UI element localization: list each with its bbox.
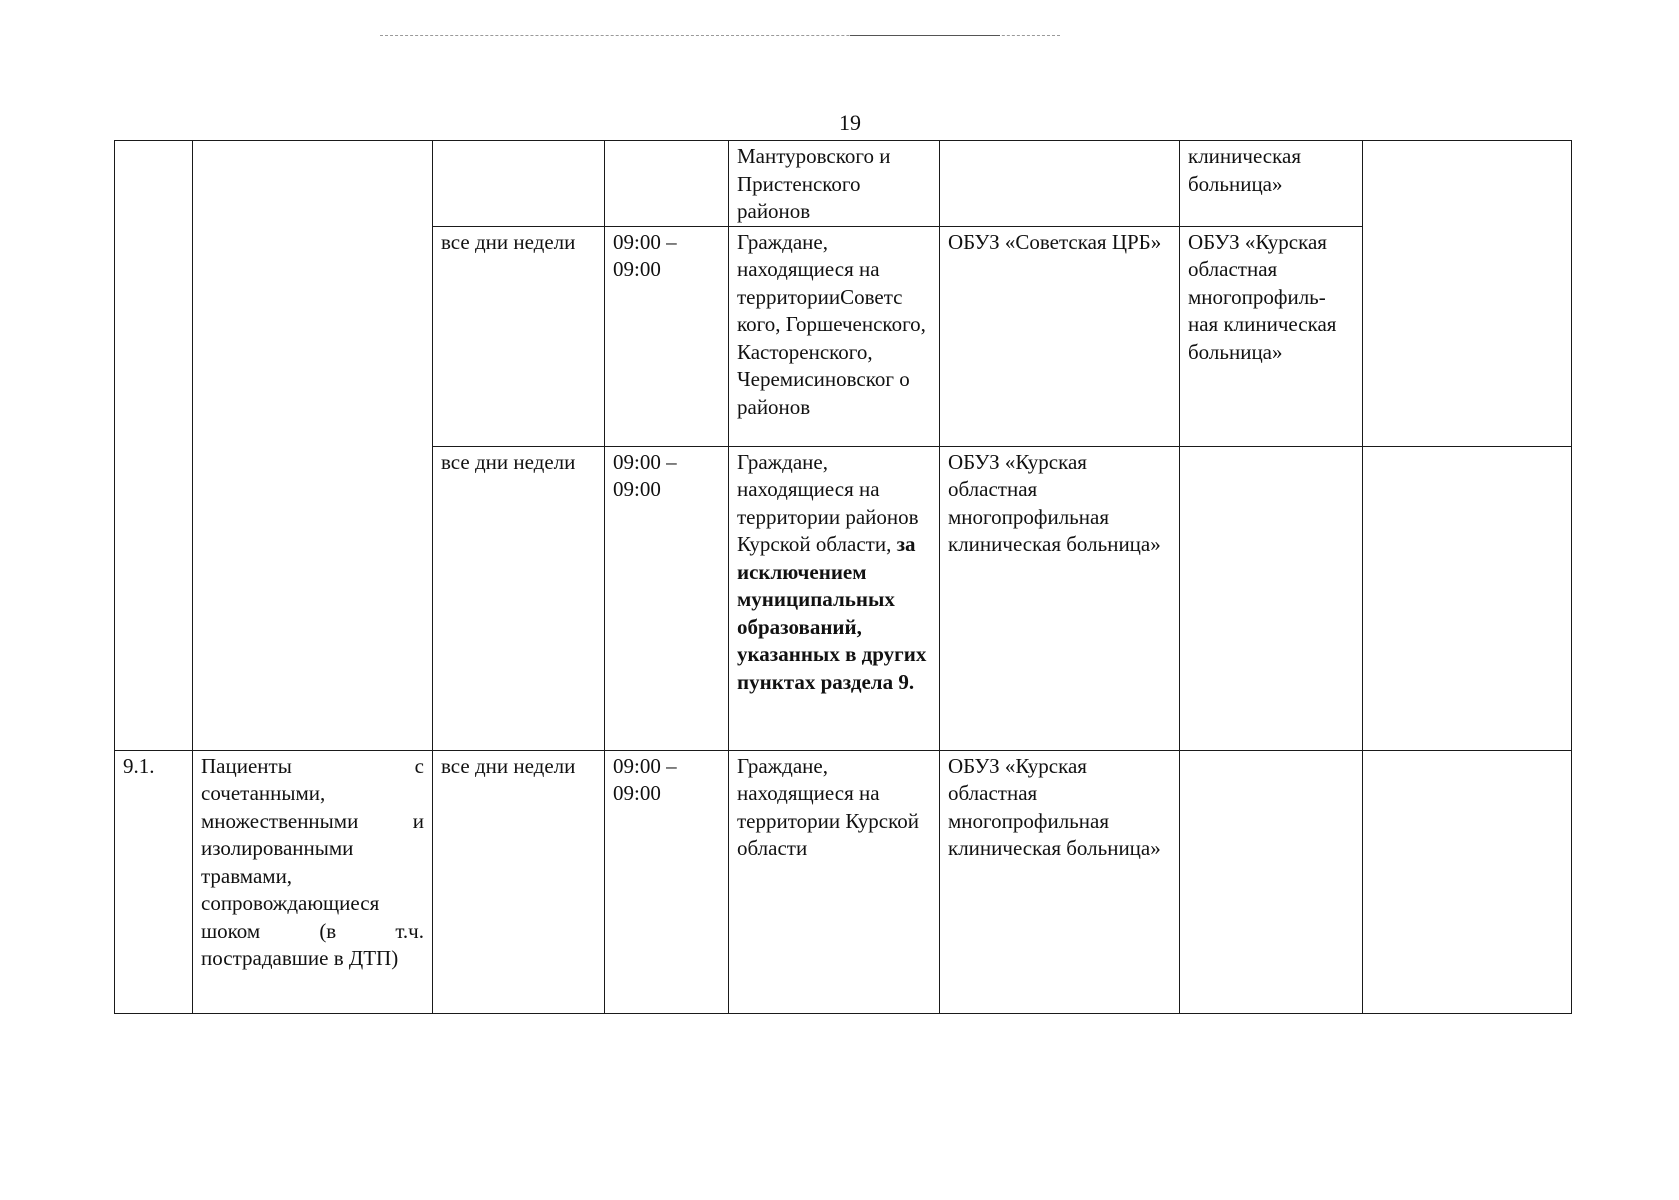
number-cell-empty <box>115 141 193 751</box>
citizens-cell <box>729 446 940 750</box>
number-cell: 9.1. <box>115 750 193 1013</box>
days-cell: все дни недели <box>433 226 605 446</box>
time-cell: 09:00 – 09:00 <box>605 226 729 446</box>
hospital-cell: ОБУЗ «Курская областная многопрофильная клиническая больница» <box>940 446 1180 750</box>
citizens-text-regular: Граждане, находящиеся на территории районов Курской области, <box>737 449 919 556</box>
citizens-cell: Граждане, находящиеся на территории Курской области <box>729 750 940 1013</box>
citizens-text-bold: за исключением муниципальных образований, указанных в других пунктах раздела 9. <box>737 532 927 694</box>
patients-cell-empty <box>193 141 433 751</box>
scan-artifact-line <box>380 35 1060 38</box>
hospital-cell: ОБУЗ «Советская ЦРБ» <box>940 226 1180 446</box>
notes-cell-empty <box>1363 446 1572 750</box>
days-cell: все дни недели <box>433 750 605 1013</box>
time-cell <box>605 141 729 227</box>
days-cell <box>433 141 605 227</box>
referral-cell: клиническая больница» <box>1180 141 1363 227</box>
patients-cell: Пациенты с сочетанными, множественными и изолированными травмами, сопровождающиеся шоком (в т.ч. пострадавшие в ДТП) <box>193 750 433 1013</box>
notes-cell-empty <box>1363 141 1572 447</box>
referral-cell <box>1180 446 1363 750</box>
hospital-cell <box>940 141 1180 227</box>
days-cell: все дни недели <box>433 446 605 750</box>
referral-cell <box>1180 750 1363 1013</box>
referral-cell: ОБУЗ «Курская областная многопрофиль- ная клиническая больница» <box>1180 226 1363 446</box>
citizens-cell: Граждане, находящиеся на территорииСоветс кого, Горшеченского, Касторенского, Черемисиновског о районов <box>729 226 940 446</box>
table-row <box>115 141 1572 227</box>
table-row <box>115 750 1572 1013</box>
time-cell: 09:00 – 09:00 <box>605 446 729 750</box>
page-number: 19 <box>839 110 861 135</box>
notes-cell-empty <box>1363 750 1572 1013</box>
time-cell: 09:00 – 09:00 <box>605 750 729 1013</box>
scan-artifact-solid-segment <box>850 35 1000 36</box>
citizens-cell: Мантуровского и Пристенского районов <box>729 141 940 227</box>
hospital-cell: ОБУЗ «Курская областная многопрофильная клиническая больница» <box>940 750 1180 1013</box>
routing-schedule-table <box>114 140 1572 1014</box>
